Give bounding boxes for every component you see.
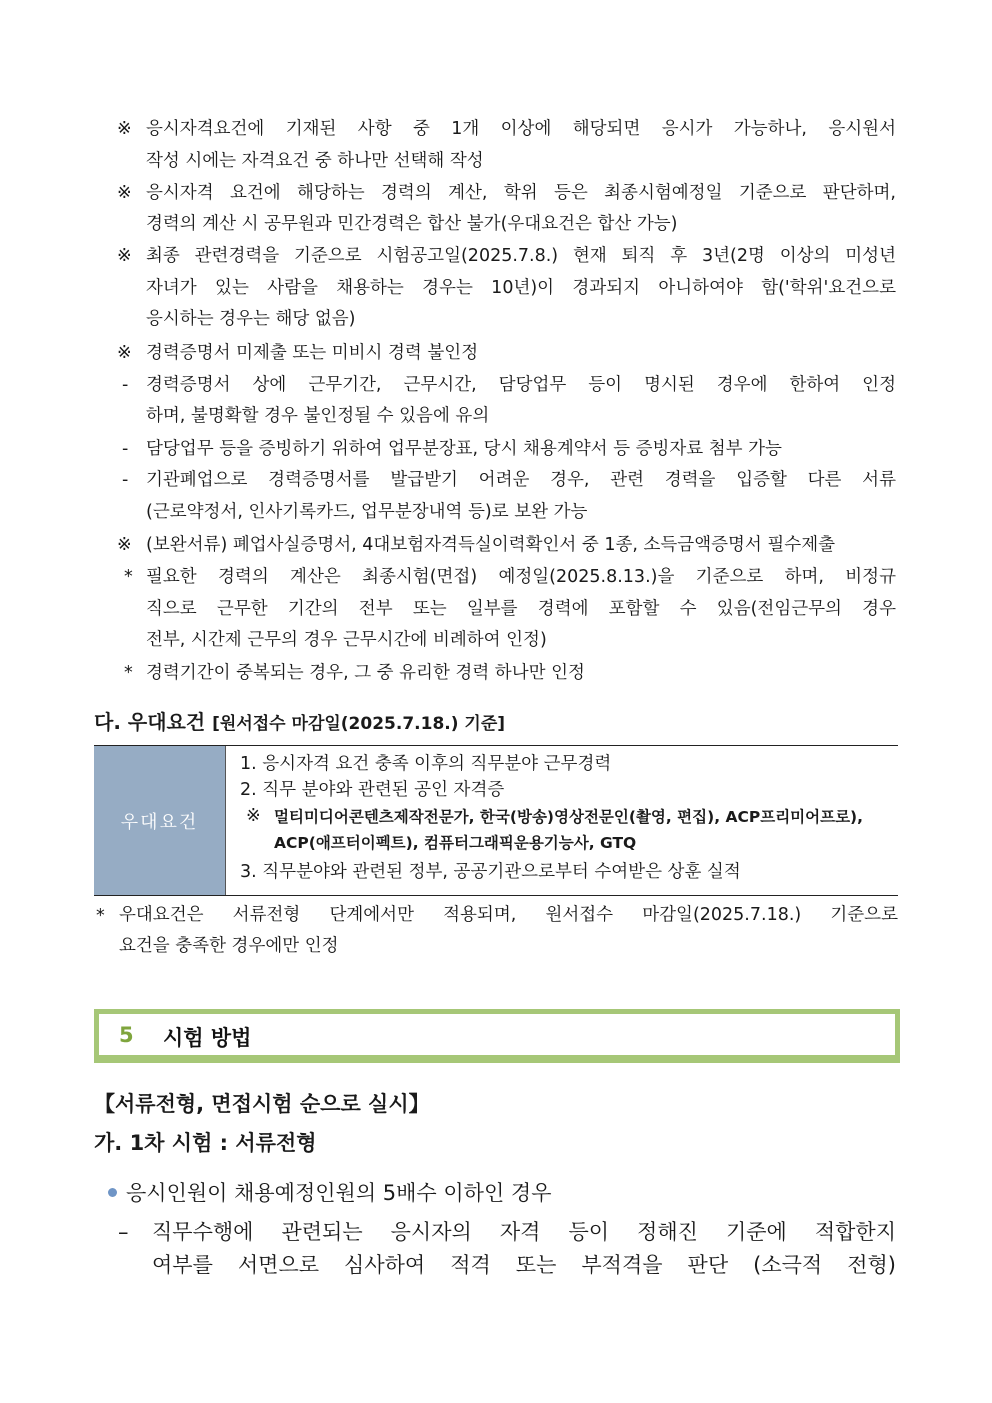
ga-heading: 가. 1차 시험 : 서류전형 xyxy=(94,1131,317,1155)
section-5-title: 시험 방법 xyxy=(163,1026,252,1050)
table-note-mark: * xyxy=(96,906,105,926)
table-note-line-2: 요건을 충족한 경우에만 인정 xyxy=(119,936,339,956)
note-line: 응시자격 요건에 해당하는 경력의 계산, 학위 등은 최종시험예정일 기준으로 판단하며, xyxy=(146,183,896,203)
note-mark: ※ xyxy=(117,246,132,266)
section-da-subtitle: [원서접수 마감일(2025.7.18.) 기준] xyxy=(212,714,506,734)
preference-item-3: 3. 직무분야와 관련된 정부, 공공기관으로부터 수여받은 상훈 실적 xyxy=(240,862,741,882)
order-heading: 【서류전형, 면접시험 순으로 실시】 xyxy=(94,1092,430,1116)
note-line: 경력기간이 중복되는 경우, 그 중 유리한 경력 하나만 인정 xyxy=(146,663,585,683)
note-mark: - xyxy=(122,470,129,490)
preference-table-label: 우대요건 xyxy=(94,746,226,895)
section-da-title: 다. 우대요건 xyxy=(94,710,206,734)
preference-item-2-note-line-2: ACP(애프터이펙트), 컴퓨터그래픽운용기능사, GTQ xyxy=(274,834,637,852)
dash-item-line-2: 여부를 서면으로 심사하여 적격 또는 부적격을 판단 (소극적 전형) xyxy=(152,1253,896,1277)
section-5-number: 5 xyxy=(119,1023,134,1047)
preference-item-2-note-line-1: 멀티미디어콘텐츠제작전문가, 한국(방송)영상전문인(촬영, 편집), ACP프리미어프로), xyxy=(274,808,864,826)
note-mark: - xyxy=(122,375,129,395)
note-line: 전부, 시간제 근무의 경우 근무시간에 비례하여 인정) xyxy=(146,630,547,650)
preference-table-content xyxy=(226,746,898,895)
note-mark: * xyxy=(124,567,133,587)
note-line: 하며, 불명확할 경우 불인정될 수 있음에 유의 xyxy=(146,406,490,426)
note-line: 담당업무 등을 증빙하기 위하여 업무분장표, 당시 채용계약서 등 증빙자료 첨부 가능 xyxy=(146,439,782,459)
note-line: 최종 관련경력을 기준으로 시험공고일(2025.7.8.) 현재 퇴직 후 3년(2명 이상의 미성년 xyxy=(146,246,896,266)
dash-item-line-1: 직무수행에 관련되는 응시자의 자격 등이 정해진 기준에 적합한지 xyxy=(152,1220,896,1244)
note-line: 기관폐업으로 경력증명서를 발급받기 어려운 경우, 관련 경력을 입증할 다른 서류 xyxy=(146,470,896,490)
preference-item-2-note-mark: ※ xyxy=(246,806,261,826)
preference-item-1: 1. 응시자격 요건 충족 이후의 직무분야 근무경력 xyxy=(240,754,612,774)
note-line: (보완서류) 폐업사실증명서, 4대보험자격득실이력확인서 중 1종, 소득금액증명서 필수제출 xyxy=(146,535,836,555)
note-line: 응시하는 경우는 해당 없음) xyxy=(146,309,356,329)
note-line: 경력의 계산 시 공무원과 민간경력은 합산 불가(우대요건은 합산 가능) xyxy=(146,214,678,234)
note-line: 경력증명서 미제출 또는 미비시 경력 불인정 xyxy=(146,343,479,363)
note-mark: ※ xyxy=(117,183,132,203)
note-line: 응시자격요건에 기재된 사항 중 1개 이상에 해당되면 응시가 가능하나, 응시원서 xyxy=(146,119,896,139)
bullet-dot-icon xyxy=(108,1188,117,1197)
note-mark: - xyxy=(122,439,129,459)
note-mark: ※ xyxy=(117,535,132,555)
bullet-text: 응시인원이 채용예정인원의 5배수 이하인 경우 xyxy=(126,1181,552,1205)
section-5-header xyxy=(94,1009,900,1063)
note-line: 자녀가 있는 사람을 채용하는 경우는 10년)이 경과되지 아니하여야 함('학위'요건으로 xyxy=(146,278,896,298)
preference-item-2: 2. 직무 분야와 관련된 공인 자격증 xyxy=(240,780,505,800)
note-mark: ※ xyxy=(117,119,132,139)
note-line: 작성 시에는 자격요건 중 하나만 선택해 작성 xyxy=(146,151,484,171)
preference-table xyxy=(94,745,898,896)
dash-item-mark: – xyxy=(118,1220,129,1244)
note-line: (근로약정서, 인사기록카드, 업무분장내역 등)로 보완 가능 xyxy=(146,502,588,522)
note-line: 경력증명서 상에 근무기간, 근무시간, 담당업무 등이 명시된 경우에 한하여 인정 xyxy=(146,375,896,395)
note-line: 직으로 근무한 기간의 전부 또는 일부를 경력에 포함할 수 있음(전임근무의 경우 xyxy=(146,599,896,619)
note-mark: * xyxy=(124,663,133,683)
section-da-heading xyxy=(94,708,505,738)
note-mark: ※ xyxy=(117,343,132,363)
table-note-line-1: 우대요건은 서류전형 단계에서만 적용되며, 원서접수 마감일(2025.7.18.) 기준으로 xyxy=(119,905,898,925)
note-line: 필요한 경력의 계산은 최종시험(면접) 예정일(2025.8.13.)을 기준으로 하며, 비정규 xyxy=(146,567,896,587)
